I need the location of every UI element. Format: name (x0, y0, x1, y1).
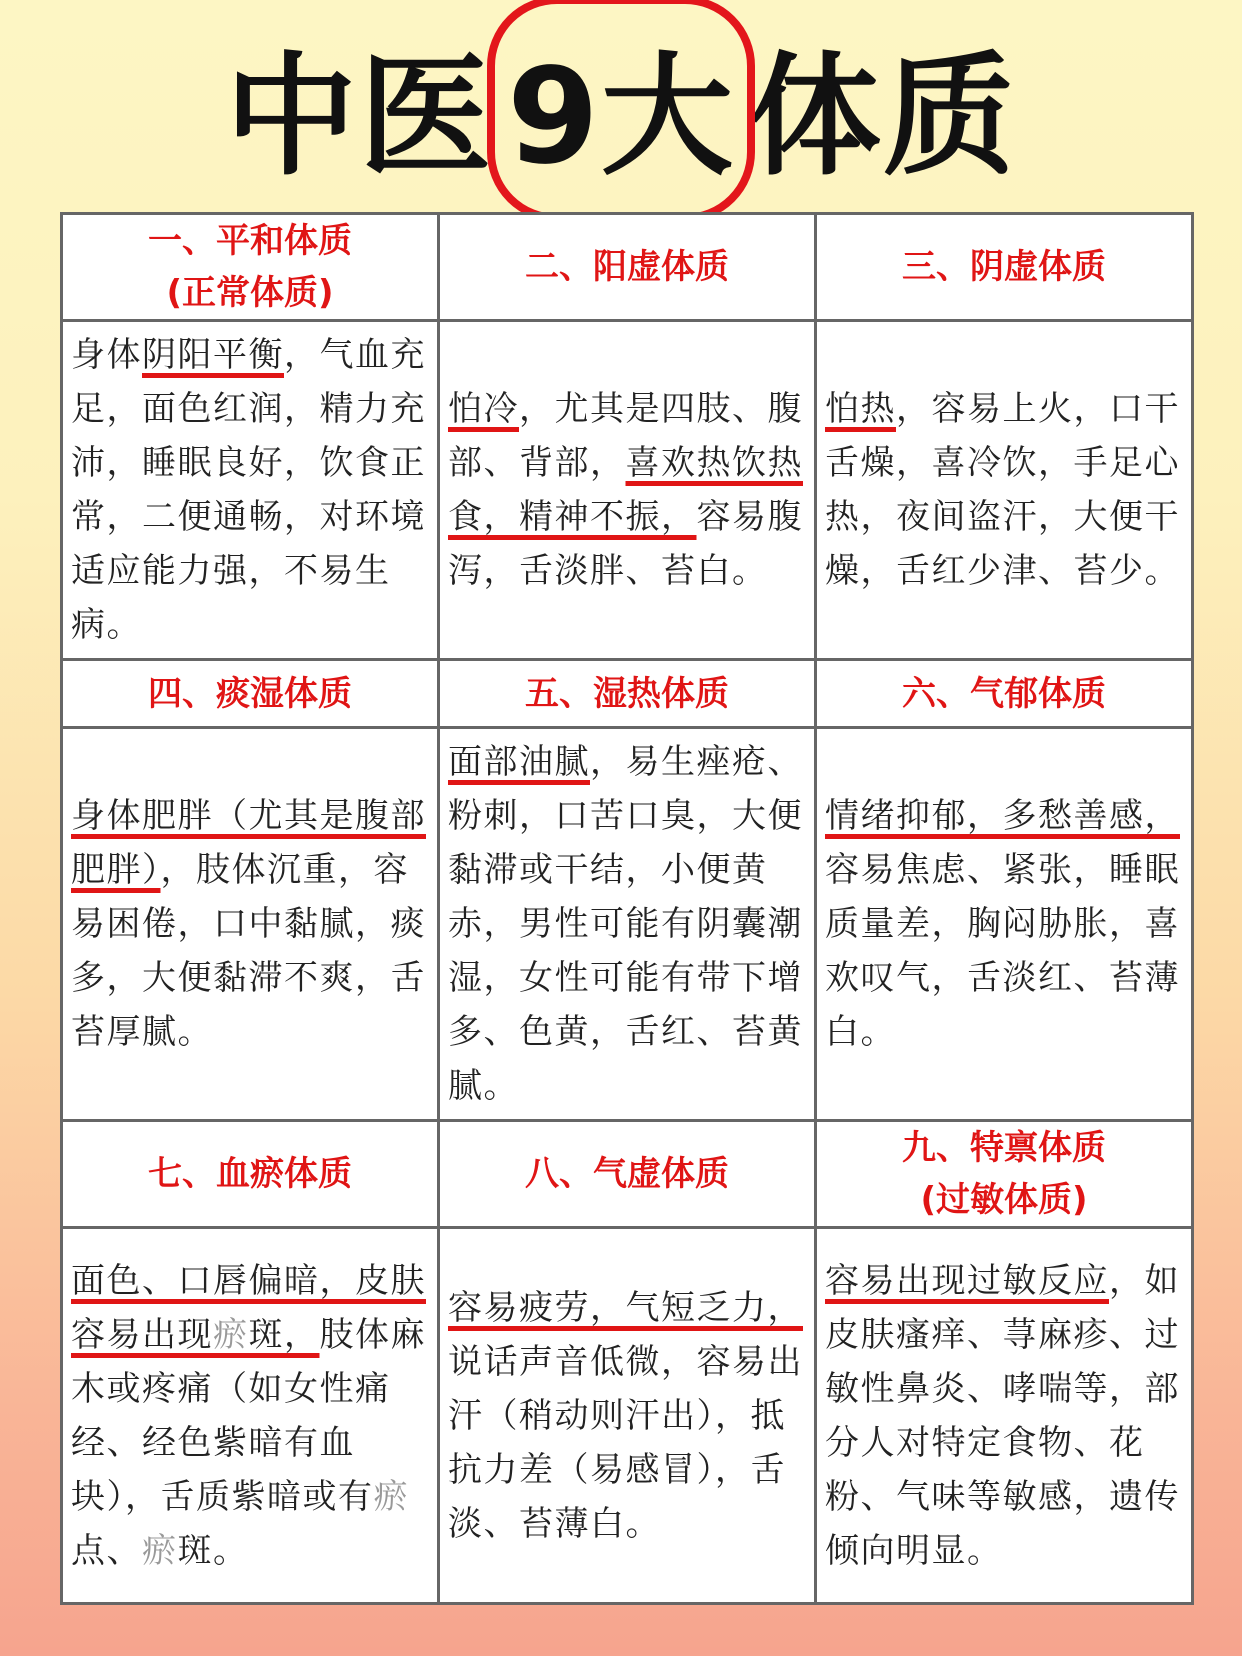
type-4-description (63, 783, 437, 1065)
type-3-body-cell (816, 321, 1193, 660)
page-title (0, 20, 1242, 194)
body-row-2 (62, 728, 1193, 1121)
type-2-desc-rest: 容易腹泻，舌淡胖、苔白。 (448, 497, 803, 591)
title-part1: 中医 (225, 40, 494, 194)
type-9-header-cell (816, 1121, 1193, 1228)
type-7-desc-underlined-faint: 瘀 (213, 1314, 249, 1355)
type-9-heading: 九、特禀体质 (902, 1128, 1106, 1168)
type-7-header-cell (62, 1121, 439, 1228)
type-2-header-cell (439, 214, 816, 321)
header-row-1 (62, 214, 1193, 321)
type-1-description (63, 322, 437, 658)
type-4-header-cell (62, 660, 439, 728)
type-8-heading: 八、气虚体质 (525, 1154, 729, 1194)
type-2-desc-underlined-2: 喜欢热饮热食，精神不振， (448, 443, 803, 537)
type-4-body-cell (62, 728, 439, 1121)
type-8-desc-rest: 说话声音低微，容易出汗（稍动则汗出），抵抗力差（易感冒），舌淡、苔薄白。 (448, 1341, 803, 1544)
type-7-desc-rest: 斑。 (177, 1530, 249, 1571)
header-row-2 (62, 660, 1193, 728)
body-row-1 (62, 321, 1193, 660)
type-4-heading: 四、痰湿体质 (148, 673, 352, 714)
type-8-body-cell (439, 1228, 816, 1604)
type-6-body-cell (816, 728, 1193, 1121)
type-9-description (817, 1248, 1191, 1584)
type-9-desc-underlined: 容易出现过敏反应 (825, 1260, 1109, 1301)
type-3-description (817, 376, 1191, 604)
type-7-desc-faint-1: 瘀 (373, 1476, 409, 1517)
type-7-desc-mid: 肢体麻木或疼痛（如女性痛经、经色紫暗有血块），舌质紫暗或有 (71, 1314, 426, 1517)
type-1-body-cell (62, 321, 439, 660)
type-8-header-cell (439, 1121, 816, 1228)
type-8-desc-underlined: 容易疲劳，气短乏力， (448, 1287, 803, 1328)
title-part2: 体质 (748, 40, 1017, 194)
type-9-desc-rest: ，如皮肤瘙痒、荨麻疹、过敏性鼻炎、哮喘等，部分人对特定食物、花粉、气味等敏感，遗传倾向明显。 (825, 1260, 1180, 1571)
type-5-header-cell (439, 660, 816, 728)
header-row-3 (62, 1121, 1193, 1228)
red-circle-mark (487, 0, 755, 222)
type-2-body-cell (439, 321, 816, 660)
type-4-desc-underlined: 身体肥胖（尤其是腹部肥胖） (71, 796, 426, 890)
type-7-desc-underlined-1: 面色、口唇偏暗，皮肤容易出现 (71, 1260, 426, 1355)
type-3-header-cell (816, 214, 1193, 321)
type-5-description (440, 729, 814, 1119)
type-1-desc-underlined: 阴阳平衡 (142, 335, 284, 375)
type-7-desc-faint-2: 瘀 (142, 1530, 178, 1571)
type-1-header-cell (62, 214, 439, 321)
type-7-body-cell (62, 1228, 439, 1604)
type-5-desc-rest: ，易生痤疮、粉刺，口苦口臭，大便黏滞或干结，小便黄赤，男性可能有阴囊潮湿，女性可能有带下增多、色黄，舌红、苔黄腻。 (448, 742, 803, 1106)
type-2-description (440, 376, 814, 604)
type-7-heading: 七、血瘀体质 (148, 1154, 352, 1194)
type-6-description (817, 783, 1191, 1065)
type-1-desc-rest: ，气血充足，面色红润，精力充沛，睡眠良好，饮食正常，二便通畅，对环境适应能力强，不易生病。 (71, 335, 426, 645)
type-6-heading: 六、气郁体质 (902, 673, 1106, 714)
type-3-desc-rest: ，容易上火，口干舌燥，喜冷饮，手足心热，夜间盗汗，大便干燥，舌红少津、苔少。 (825, 389, 1180, 591)
title-circled-part (493, 10, 749, 200)
type-7-description (63, 1248, 437, 1584)
type-2-heading: 二、阳虚体质 (525, 247, 729, 287)
type-6-desc-rest: 容易焦虑、紧张，睡眠质量差，胸闷胁胀，喜欢叹气，舌淡红、苔薄白。 (825, 850, 1180, 1052)
type-1-heading: 一、平和体质 (148, 221, 352, 261)
type-4-desc-rest: ，肢体沉重，容易困倦，口中黏腻，痰多，大便黏滞不爽，舌苔厚腻。 (71, 850, 426, 1052)
body-row-3 (62, 1228, 1193, 1604)
type-7-desc-mid-2: 点、 (71, 1530, 142, 1571)
type-5-desc-underlined: 面部油腻 (448, 742, 590, 782)
type-9-body-cell (816, 1228, 1193, 1604)
type-1-subheading: (正常体质) (166, 273, 334, 313)
type-5-heading: 五、湿热体质 (525, 673, 729, 714)
type-9-subheading: (过敏体质) (920, 1180, 1088, 1220)
type-8-description (440, 1275, 814, 1557)
title-circled-text: 9大 (507, 40, 735, 194)
type-2-desc-underlined-1: 怕冷 (448, 389, 519, 429)
type-6-header-cell (816, 660, 1193, 728)
constitution-table (60, 212, 1194, 1605)
type-5-body-cell (439, 728, 816, 1121)
type-7-desc-underlined-2: 斑， (248, 1314, 320, 1355)
type-3-desc-underlined: 怕热 (825, 389, 896, 429)
type-3-heading: 三、阴虚体质 (902, 247, 1106, 287)
type-6-desc-underlined: 情绪抑郁，多愁善感， (825, 796, 1180, 836)
type-1-desc-pre: 身体 (71, 335, 142, 375)
type-2-desc-mid: ，尤其是四肢、腹部、背部， (448, 389, 803, 483)
